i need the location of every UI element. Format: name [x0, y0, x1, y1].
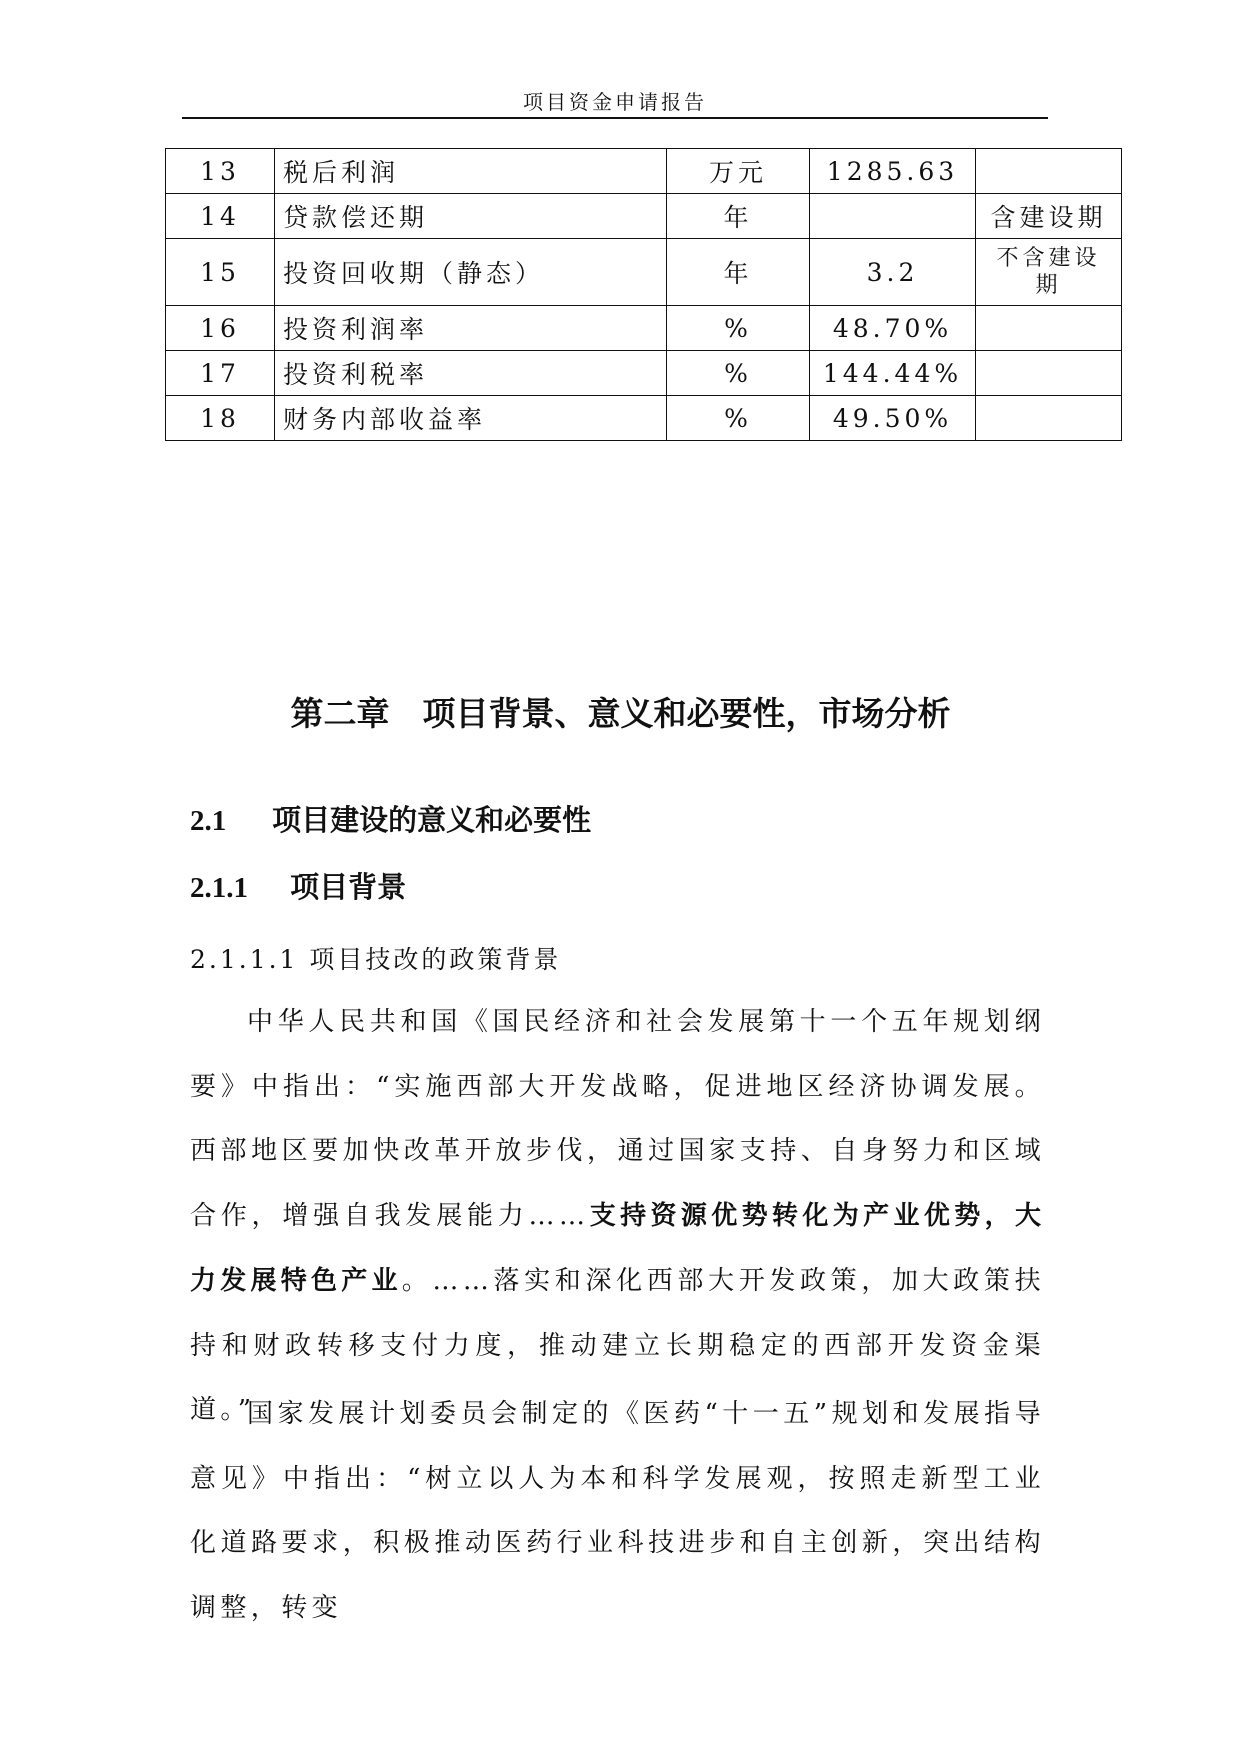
- emphasized-text: 支持资源优势转化为产业优势，大力发展特色产业: [190, 1201, 1045, 1296]
- indicator-note: [976, 396, 1122, 441]
- indicator-note: 含建设期: [976, 194, 1122, 239]
- indicator-value: 1285.63: [810, 149, 976, 194]
- section-title: 项目建设的意义和必要性: [272, 803, 592, 837]
- indicator-name: 税后利润: [275, 149, 667, 194]
- indicator-note: 不含建设期: [976, 239, 1122, 306]
- indicator-unit: 年: [667, 239, 810, 306]
- table-row: [166, 239, 1122, 306]
- indicator-name: 投资利润率: [275, 306, 667, 351]
- header-divider: [182, 117, 1048, 119]
- indicator-name: 贷款偿还期: [275, 194, 667, 239]
- row-number: 16: [166, 306, 275, 351]
- indicator-unit: 年: [667, 194, 810, 239]
- indicator-value: 49.50%: [810, 396, 976, 441]
- indicator-value: 48.70%: [810, 306, 976, 351]
- indicator-name: 财务内部收益率: [275, 396, 667, 441]
- row-number: 15: [166, 239, 275, 306]
- chapter-title: 第二章 项目背景、意义和必要性，市场分析: [290, 694, 951, 733]
- table-row: [166, 149, 1122, 194]
- indicator-note: [976, 149, 1122, 194]
- table-row: [166, 306, 1122, 351]
- indicator-value: 3.2: [810, 239, 976, 306]
- indicator-note: [976, 306, 1122, 351]
- row-number: 18: [166, 396, 275, 441]
- indicator-unit: %: [667, 396, 810, 441]
- paragraph-text: 。……落实和深化西部大开发政策，加大政策扶持和财政转移支付力度，推动建立长期稳定的西部开发资金渠道。”: [190, 1265, 1045, 1426]
- body-paragraph: [190, 990, 1045, 1443]
- indicator-unit: %: [667, 306, 810, 351]
- table-row: [166, 194, 1122, 239]
- indicator-table: [165, 148, 1122, 441]
- body-paragraph: 国家发展计划委员会制定的《医药“十一五”规划和发展指导意见》中指出：“树立以人为本和科学发展观，按照走新型工业化道路要求，积极推动医药行业科技进步和自主创新，突出结构调整，转变: [190, 1399, 1045, 1624]
- section-number: 2.1: [190, 805, 227, 837]
- subsection-title: 项目背景: [290, 870, 407, 904]
- indicator-unit: 万元: [667, 149, 810, 194]
- page-header-title: 项目资金申请报告: [523, 90, 707, 114]
- indicator-value: [810, 194, 976, 239]
- indicator-name: 投资利税率: [275, 351, 667, 396]
- table-row: [166, 396, 1122, 441]
- row-number: 14: [166, 194, 275, 239]
- subsubsection-heading: 2.1.1.1 项目技改的政策背景: [190, 945, 562, 974]
- row-number: 13: [166, 149, 275, 194]
- indicator-unit: %: [667, 351, 810, 396]
- section-heading: [190, 798, 591, 839]
- table-row: [166, 351, 1122, 396]
- indicator-name: 投资回收期（静态）: [275, 239, 667, 306]
- subsection-number: 2.1.1: [190, 872, 248, 904]
- subsection-heading: [190, 865, 406, 906]
- row-number: 17: [166, 351, 275, 396]
- indicator-value: 144.44%: [810, 351, 976, 396]
- paragraph-text: 中华人民共和国《国民经济和社会发展第十一个五年规划纲要》中指出：“实施西部大开发战略，促进地区经济协调发展。西部地区要加快改革开放步伐，通过国家支持、自身努力和区域合作，增强自我发展能力……: [190, 1007, 1045, 1232]
- indicator-note: [976, 351, 1122, 396]
